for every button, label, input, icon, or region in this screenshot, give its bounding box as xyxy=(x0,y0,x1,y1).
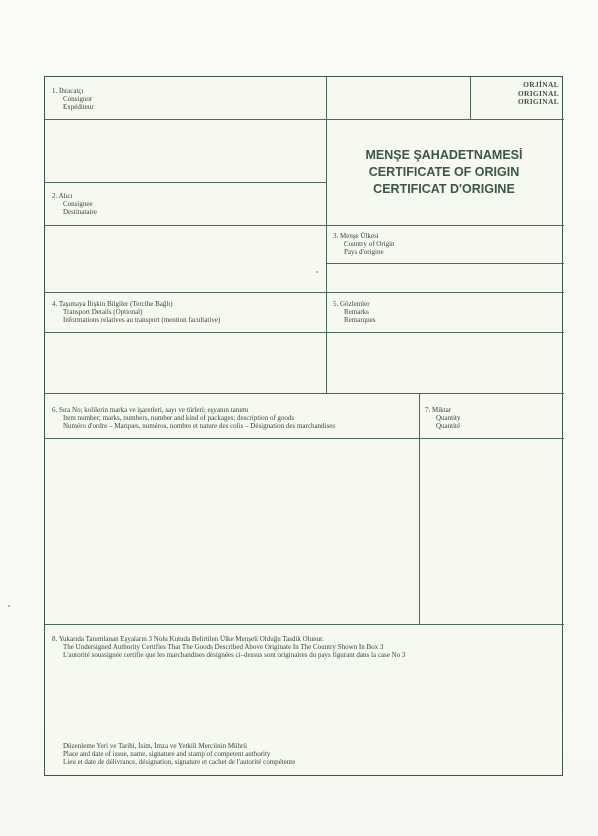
scan-speck xyxy=(8,605,10,607)
document-title xyxy=(329,147,559,198)
original-marker xyxy=(471,81,559,107)
title-french: CERTIFICAT D'ORIGINE xyxy=(373,182,515,196)
box3-fr: Pays d'origine xyxy=(344,248,384,256)
box1-consignor-label xyxy=(52,87,94,111)
box1-en: Consignor xyxy=(63,95,93,103)
box4-tr: 4. Taşımaya İlişkin Bilgiler (Tercihe Bağlı) xyxy=(52,300,173,308)
box6-en: Item number; marks, numbers, number and kind of packages; description of goods xyxy=(63,414,295,422)
divider-box1-field xyxy=(45,119,326,120)
box6-goods-label xyxy=(52,406,335,430)
box7-fr: Quantité xyxy=(436,422,461,430)
divider-box6-box7 xyxy=(419,393,420,624)
box1-tr: 1. İhracatçı xyxy=(52,87,84,95)
box4-en: Transport Details (Optional) xyxy=(63,308,143,316)
box7-quantity-label xyxy=(425,406,461,430)
divider-box2-top xyxy=(45,182,326,183)
divider-box4-field xyxy=(45,332,564,333)
divider-box6-top xyxy=(45,393,564,394)
box5-fr: Remarques xyxy=(344,316,376,324)
box2-consignee-label xyxy=(52,192,97,216)
box6-tr: 6. Sıra No; kolilerin marka ve işaretleri, sayı ve türleri; eşyanın tanımı xyxy=(52,406,249,414)
place-date-en: Place and date of issue, name, signature and stamp of competent authority xyxy=(63,750,271,758)
box6-fr: Numéro d'ordre – Marques, numéros, nombre et nature des colis – Désignation des marchandises xyxy=(63,422,336,430)
place-date-tr: Düzenleme Yeri ve Tarihi, İsim, İmza ve Yetkili Merciinin Mührü xyxy=(63,742,247,750)
divider-left-right xyxy=(326,77,327,393)
box2-tr: 2. Alıcı xyxy=(52,192,73,200)
box8-tr: 8. Yukarıda Tanımlanan Eşyaların 3 Nolu Kutuda Belirtilen Ülke Menşeli Olduğu Tasdik Olunur. xyxy=(52,635,324,643)
box4-fr: Informations relatives au transport (mention facultative) xyxy=(63,316,221,324)
scan-speck xyxy=(316,271,318,273)
divider-box3-field xyxy=(326,263,564,264)
divider-box3-top xyxy=(326,225,564,226)
box1-fr: Expéditeur xyxy=(63,103,94,111)
box8-en: The Undersigned Authority Certifies That The Goods Described Above Originate In The Country Shown In Box 3 xyxy=(63,643,384,651)
box5-en: Remarks xyxy=(344,308,369,316)
box8-fr: L'autorité soussignée certifie que les marchandises désignées ci–dessus sont originaires du pays figurant dans la case No 3 xyxy=(63,651,406,659)
divider-box2-field xyxy=(45,225,326,226)
box8-certification-label xyxy=(52,635,405,659)
original-fr: ORIGINAL xyxy=(517,97,559,106)
box7-tr: 7. Miktar xyxy=(425,406,452,414)
place-date-signature-label xyxy=(63,742,295,766)
box7-en: Quantity xyxy=(436,414,461,422)
certificate-form xyxy=(44,76,563,776)
original-tr: ORJİNAL xyxy=(523,80,559,89)
divider-box8-top xyxy=(45,624,564,625)
box3-country-label xyxy=(333,232,395,256)
box3-en: Country of Origin xyxy=(344,240,395,248)
box5-remarks-label xyxy=(333,300,376,324)
title-turkish: MENŞE ŞAHADETNAMESİ xyxy=(365,148,523,162)
original-en: ORIGINAL xyxy=(517,88,559,98)
divider-original-bottom xyxy=(326,119,564,120)
place-date-fr: Lieu et date de délivrance, désignation, signature et cachet de l'autorité compétente xyxy=(63,758,296,766)
box5-tr: 5. Gözlemler xyxy=(333,300,370,308)
box3-tr: 3. Menşe Ülkesi xyxy=(333,232,379,240)
box4-transport-label xyxy=(52,300,220,324)
title-english: CERTIFICATE OF ORIGIN xyxy=(368,165,520,179)
box2-fr: Destinataire xyxy=(63,208,97,216)
box2-en: Consignee xyxy=(63,200,93,208)
divider-box4-top xyxy=(45,292,564,293)
divider-box6-field xyxy=(45,438,564,439)
